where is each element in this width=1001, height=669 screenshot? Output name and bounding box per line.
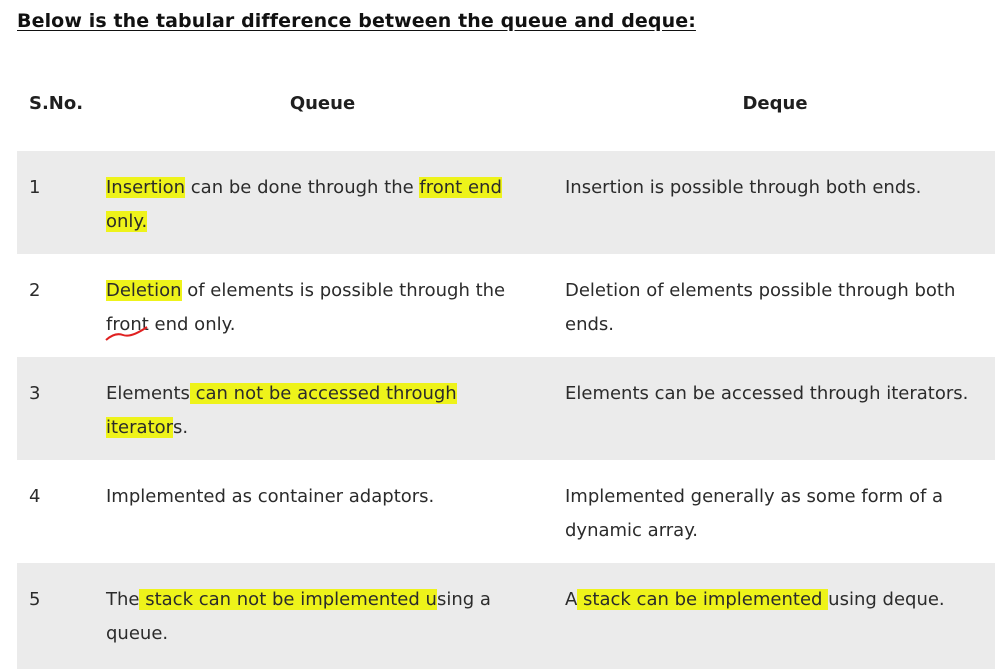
deque-cell: Deletion of elements possible through both ends. — [565, 280, 956, 335]
table-row — [17, 460, 995, 563]
queue-cell: Implemented as container adaptors. — [106, 486, 435, 507]
queue-cell — [106, 583, 536, 651]
highlighted-text: front end — [419, 177, 502, 198]
cell-text: sing a queue. — [106, 589, 491, 644]
page-title: Below is the tabular difference between the queue and deque: — [17, 10, 696, 32]
row-number: 1 — [29, 177, 41, 198]
cell-text: Elements — [106, 383, 190, 404]
cell-text: A — [565, 589, 578, 610]
cell-text: can be done through the — [185, 177, 420, 198]
table-row — [17, 254, 995, 357]
table-row — [17, 151, 995, 254]
highlighted-text: only. — [106, 211, 148, 232]
header-sno: S.No. — [29, 93, 84, 114]
struck-word: front — [106, 314, 149, 335]
queue-cell — [106, 171, 536, 239]
deque-cell — [565, 583, 985, 617]
row-number: 5 — [29, 589, 41, 610]
header-queue: Queue — [289, 93, 356, 114]
queue-cell — [106, 274, 536, 342]
highlighted-text: Deletion — [106, 280, 182, 301]
table-row — [17, 563, 995, 669]
highlighted-text: can not be accessed through — [189, 383, 457, 404]
cell-text: s. — [173, 417, 189, 438]
row-number: 3 — [29, 383, 41, 404]
strike-mark-icon — [103, 326, 151, 342]
highlighted-text: Insertion — [106, 177, 186, 198]
cell-text: of elements is possible through the — [181, 280, 506, 301]
header-deque: Deque — [742, 93, 808, 114]
highlighted-text: stack can be implemented — [577, 589, 829, 610]
highlighted-text: iterator — [106, 417, 174, 438]
table-row — [17, 357, 995, 460]
row-number: 4 — [29, 486, 41, 507]
highlighted-text: stack can not be implemented u — [139, 589, 437, 610]
row-number: 2 — [29, 280, 41, 301]
deque-cell: Elements can be accessed through iterators. — [565, 383, 969, 404]
deque-cell: Implemented generally as some form of a dynamic array. — [565, 486, 944, 541]
queue-cell — [106, 377, 536, 445]
cell-text: end only. — [148, 314, 236, 335]
deque-cell: Insertion is possible through both ends. — [565, 177, 922, 198]
cell-text: The — [106, 589, 140, 610]
cell-text: using deque. — [828, 589, 945, 610]
